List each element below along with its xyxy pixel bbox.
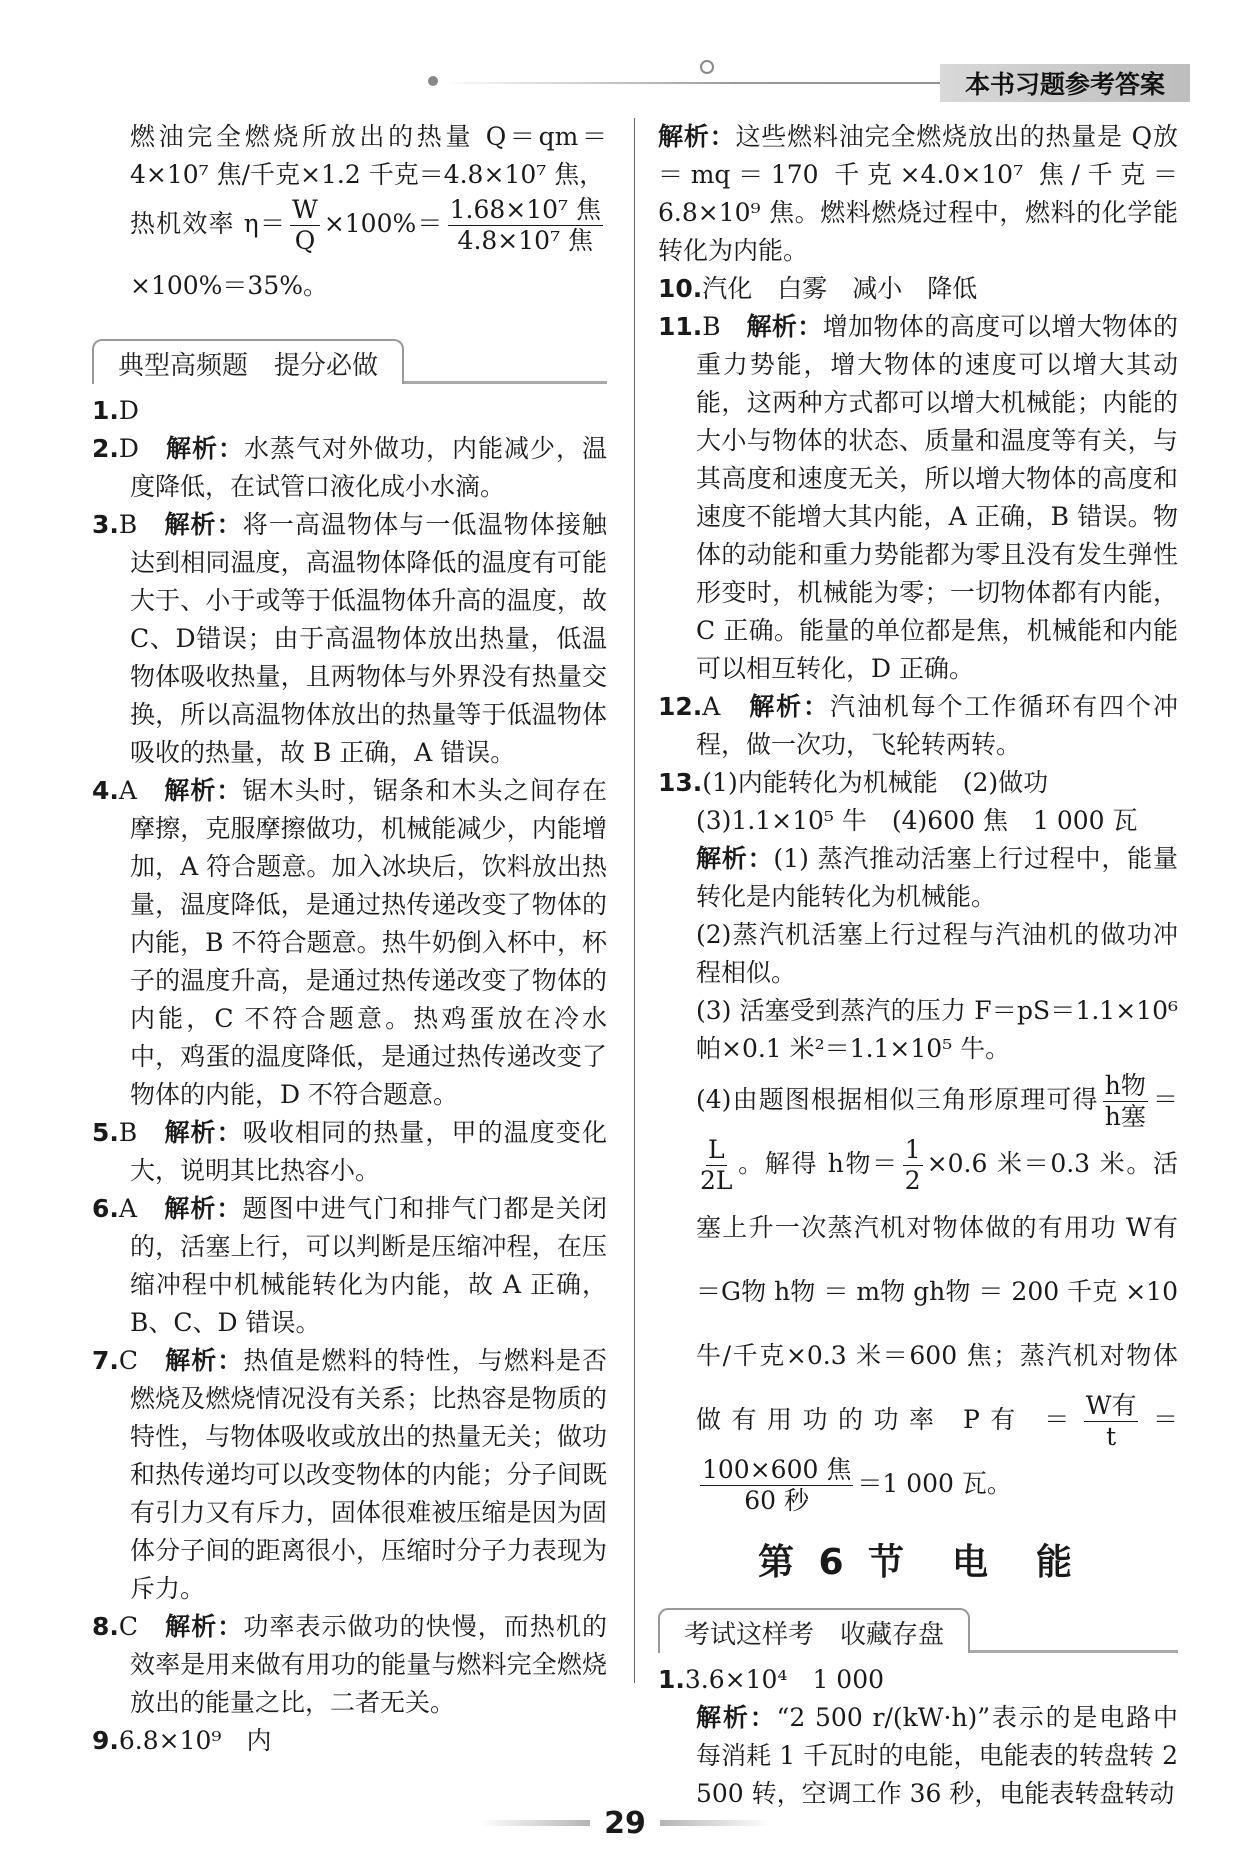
answer-choice: A [118,1194,137,1223]
item-number: 12. [658,692,703,721]
item-number: 13. [658,768,703,797]
answer-item [92,392,607,430]
formula-part: ×100%＝ [323,209,444,238]
answer-choice: C [118,1346,139,1375]
answer-text: (1)内能转化为机械能 (2)做功 [702,768,1049,797]
header-ornament-dot [428,76,438,86]
answer-choice: A [118,776,137,805]
section-title: 第 6 节 电 能 [757,1542,1079,1583]
answer-choice: 6.8×10⁹ 内 [118,1726,272,1755]
q13-answers [658,764,1178,802]
answer-item [92,430,607,506]
fraction-denominator: 2L [700,1166,733,1195]
section-label: 典型高频题 提分必做 [92,339,404,384]
page-footer [0,1805,1250,1841]
q13-analysis-4: (4)由题图根据相似三角形原理可得 $\frac{\text{h物}}{\text{h塞}}$ ＝ $\frac{L}{2L}$ 。解得 h物＝ $\frac{1}{2}$ ×0.6 米＝0.3 米。活塞上升一次蒸汽机对物体做的有用功 W有＝G物 h物 ＝ m物 gh物 ＝ 200 千克 ×10 牛/千克×0.3 米＝600 焦；蒸汽机对物体做有用功的功率 P有 ＝ $\frac{\text{W有}}{t}$ ＝ $\frac{\text{100×600 焦}}{\text{60 秒}}$ ＝1 000 瓦。 [696,1071,1178,1515]
fraction-numerator: W [292,195,318,224]
item-number: 1. [92,396,119,425]
answer-item [92,1114,607,1190]
footer-ornament-left [480,1820,590,1826]
page-number: 29 [604,1805,646,1841]
answer-choice: D [118,434,139,463]
fraction-numerator: h物 [1104,1071,1146,1100]
answer-choice: B [702,312,721,341]
right-column [658,118,1178,1813]
fraction-numerator: W有 [1085,1391,1137,1420]
fraction-denominator: t [1106,1422,1117,1451]
answer-choice: D [118,396,139,425]
fraction-numerator: L [707,1135,725,1164]
analysis-label: 解析： [746,312,823,341]
s6-q1-answer [658,1661,1178,1699]
answer-item [658,270,1178,308]
analysis-text: 功率表示做功的快慢，而热机的效率是用来做有用功的能量与燃料完全燃烧放出的能量之比，二者无关。 [130,1612,607,1717]
spacer [721,312,747,341]
answer-item-13 [658,764,1178,1516]
fraction [700,1135,733,1196]
analysis-text: 吸收相同的热量，甲的温度变化大，说明其比热容小。 [130,1118,607,1185]
item-number: 1. [658,1665,685,1694]
answer-item [92,772,607,1114]
analysis-label: 解析： [164,510,243,539]
section-label: 考试这样考 收藏存盘 [658,1608,970,1653]
formula-part: ×100%＝35%。 [130,271,328,300]
answer-choice: 汽化 白雾 减小 降低 [702,274,978,303]
fraction [1103,1071,1148,1132]
answer-choice: B [118,510,138,539]
efficiency-formula [92,194,607,316]
left-column [92,118,607,1760]
analysis-label: 解析： [749,692,830,721]
analysis-label: 解析： [165,1612,244,1641]
analysis-text: 增加物体的高度可以增大物体的重力势能，增大物体的速度可以增大其动能，这两种方式都可以增大机械能；内能的大小与物体的状态、质量和温度等有关，与其高度和速度无关，所以增大物体的高度和速度不能增大其内能，A 正确，B 错误。物体的动能和重力势能都为零且没有发生弹性形变时，机械能为零；一切物体都有内能，C 正确。能量的单位都是焦，机械能和内能可以相互转化，D 正确。 [696,312,1178,683]
answer-item [92,1722,607,1760]
answer-text: 3.6×10⁴ 1 000 [684,1665,885,1694]
fraction-denominator: 60 秒 [744,1486,810,1515]
fraction-numerator: 1.68×10⁷ 焦 [449,195,601,224]
spacer [138,1346,165,1375]
item-number: 5. [92,1118,119,1147]
footer-ornament-right [660,1820,770,1826]
answer-list [658,270,1178,764]
analysis-label: 解析： [164,1194,243,1223]
spacer [138,1612,165,1641]
spacer [137,1194,164,1223]
fraction-denominator: 2 [904,1166,921,1195]
q13-answers-2: (3)1.1×10⁵ 牛 (4)600 焦 1 000 瓦 [696,806,1138,835]
item-number: 7. [92,1346,119,1375]
item-number: 8. [92,1612,119,1641]
fraction-denominator: Q [294,226,316,255]
answer-choice: C [118,1612,139,1641]
answer-item [92,1608,607,1722]
analysis-text: 将一高温物体与一低温物体接触达到相同温度，高温物体降低的温度有可能大于、小于或等于低温物体升高的温度，故C、D错误；由于高温物体放出热量，低温物体吸收热量，且两物体与外界没有热量交换，所以高温物体放出的热量等于低温物体吸收的热量，故 B 正确，A 错误。 [130,510,607,767]
header-ornament-circle [700,60,714,74]
q9-analysis [658,118,1178,270]
analysis-text: 这些燃料油完全燃烧放出的热量是 Q放＝mq＝170 千克×4.0×10⁷ 焦/千克＝6.8×10⁹ 焦。燃料燃烧过程中，燃料的化学能转化为内能。 [658,122,1178,265]
analysis-label: 解析： [165,1346,244,1375]
analysis-label: 解析： [164,776,243,805]
fraction [448,195,603,256]
item-number: 4. [92,776,119,805]
section-header-exam [658,1599,1178,1653]
analysis-text: ×0.6 米＝0.3 米。活塞上升一次蒸汽机对物体做的有用功 W有＝G物 h物 ＝ m物 gh物 ＝ 200 千克 ×10 牛/千克×0.3 米＝600 焦；蒸汽机对物体做有用功的功率 P有 ＝ [696,1149,1178,1434]
analysis-label: 解析： [164,1118,243,1147]
item-number: 10. [658,274,703,303]
analysis-label: 解析： [696,844,774,873]
analysis-label: 解析： [658,122,736,151]
analysis-label: 解析： [696,1703,777,1732]
spacer [137,776,164,805]
fraction [1084,1391,1139,1452]
analysis-text: 题图中进气门和排气门都是关闭的，活塞上行，可以判断是压缩冲程，在压缩冲程中机械能转化为内能，故 A 正确，B、C、D 错误。 [130,1194,607,1337]
spacer [137,510,164,539]
analysis-text: 水蒸气对外做功，内能减少，温度降低，在试管口液化成小水滴。 [130,434,607,501]
item-number: 3. [92,510,119,539]
spacer [720,692,749,721]
intro-text: 燃油完全燃烧所放出的热量 Q＝qm＝4×10⁷ 焦/千克×1.2 千克＝4.8×10⁷ 焦， [130,122,607,189]
analysis-text: 。解得 h物＝ [736,1149,899,1178]
analysis-text: 锯木头时，锯条和木头之间存在摩擦，克服摩擦做功，机械能减少，内能增加，A 符合题意。加入冰块后，饮料放出热量，温度降低，是通过热传递改变了物体的内能，B 不符合题意。热牛奶倒入杯中，杯子的温度升高，是通过热传递改变了物体的内能，C 不符合题意。热鸡蛋放在冷水中，鸡蛋的温度降低，是通过热传递改变了物体的内能，D 不符合题意。 [130,776,607,1109]
fraction-denominator: 4.8×10⁷ 焦 [457,226,594,255]
analysis-text: 汽油机每个工作循环有四个冲程，做一次功，飞轮转两转。 [696,692,1178,759]
answer-list [92,392,607,1760]
item-number: 6. [92,1194,119,1223]
fraction [903,1135,923,1196]
fraction-denominator: h塞 [1104,1102,1146,1131]
answer-item [92,1342,607,1608]
formula-part: 热机效率 η＝ [130,209,287,238]
analysis-text: “2 500 r/(kW·h)”表示的是电路中每消耗 1 千瓦时的电能，电能表的转盘转 2 500 转，空调工作 36 秒，电能表转盘转动 [696,1703,1178,1808]
analysis-label: 解析： [165,434,244,463]
q13-analysis-1 [658,840,1178,916]
q13-analysis-2: (2)蒸汽机活塞上行过程与汽油机的做功冲程相似。 [696,920,1178,987]
answer-item [92,506,607,772]
fraction-numerator: 100×600 焦 [702,1455,852,1484]
fraction [290,195,320,256]
answer-item [92,1190,607,1342]
answer-item [658,688,1178,764]
item-number: 9. [92,1726,119,1755]
item-number: 11. [658,312,703,341]
running-header: 本书习题参考答案 [940,64,1190,102]
spacer [139,434,166,463]
spacer [137,1118,164,1147]
q13-analysis-3: (3) 活塞受到蒸汽的压力 F＝pS＝1.1×10⁶ 帕×0.1 米²＝1.1×10⁵ 牛。 [696,996,1178,1063]
answer-choice: A [702,692,721,721]
fraction [700,1455,853,1516]
answer-choice: B [118,1118,138,1147]
section-header-typical [92,330,607,384]
answer-item [658,308,1178,688]
fraction-numerator: 1 [904,1135,921,1164]
s6-q1-analysis [658,1699,1178,1813]
item-number: 2. [92,434,119,463]
column-divider [634,118,635,1683]
analysis-text: ＝1 000 瓦。 [857,1469,1012,1498]
analysis-text: 热值是燃料的特性，与燃料是否燃烧及燃烧情况没有关系；比热容是物质的特性，与物体吸收或放出的热量无关；做功和热传递均可以改变物体的内能；分子间既有引力又有斥力，固体很难被压缩是因为固体分子间的距离很小，压缩时分子力表现为斥力。 [130,1346,607,1603]
answer-item-s6-1 [658,1661,1178,1813]
analysis-text: (1) 蒸汽推动活塞上行过程中，能量转化是内能转化为机械能。 [696,844,1178,911]
analysis-text: (4)由题图根据相似三角形原理可得 [696,1085,1099,1114]
